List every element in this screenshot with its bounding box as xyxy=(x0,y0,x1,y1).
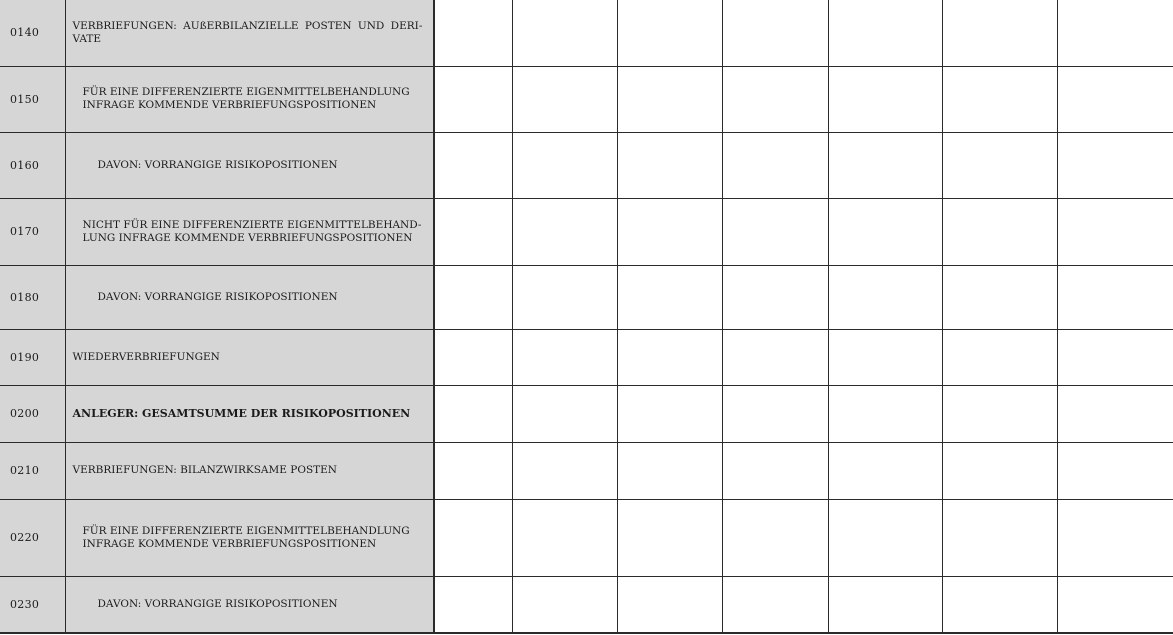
value-cell[interactable] xyxy=(434,329,512,385)
row-label: FÜR EINE DIFFERENZIERTE EIGENMITTELBEHANDLUNG INFRAGE KOMMENDE VERBRIEFUNGSPOSITIONEN xyxy=(65,499,434,576)
value-cell[interactable] xyxy=(722,576,828,633)
value-cell[interactable] xyxy=(942,329,1057,385)
value-cell[interactable] xyxy=(828,442,942,499)
value-cell[interactable] xyxy=(942,265,1057,329)
value-cell[interactable] xyxy=(512,0,617,66)
table-row xyxy=(0,265,1173,329)
value-cell[interactable] xyxy=(942,0,1057,66)
value-cell[interactable] xyxy=(512,66,617,132)
row-label: WIEDERVERBRIEFUNGEN xyxy=(65,329,434,385)
value-cell[interactable] xyxy=(722,265,828,329)
value-cell[interactable] xyxy=(828,329,942,385)
table-row xyxy=(0,198,1173,265)
value-cell[interactable] xyxy=(1057,0,1173,66)
value-cell[interactable] xyxy=(512,499,617,576)
row-label: DAVON: VORRANGIGE RISIKOPOSITIONEN xyxy=(65,265,434,329)
value-cell[interactable] xyxy=(434,576,512,633)
value-cell[interactable] xyxy=(722,499,828,576)
value-cell[interactable] xyxy=(617,576,722,633)
value-cell[interactable] xyxy=(942,132,1057,198)
value-cell[interactable] xyxy=(434,198,512,265)
row-code: 0180 xyxy=(0,265,65,329)
value-cell[interactable] xyxy=(722,132,828,198)
row-label: VERBRIEFUNGEN: AUßERBILANZIELLE POSTEN UND DERI- VATE xyxy=(65,0,434,66)
row-code: 0220 xyxy=(0,499,65,576)
value-cell[interactable] xyxy=(722,66,828,132)
value-cell[interactable] xyxy=(828,576,942,633)
value-cell[interactable] xyxy=(828,132,942,198)
table-row xyxy=(0,576,1173,633)
row-label: DAVON: VORRANGIGE RISIKOPOSITIONEN xyxy=(65,576,434,633)
value-cell[interactable] xyxy=(617,265,722,329)
value-cell[interactable] xyxy=(1057,265,1173,329)
value-cell[interactable] xyxy=(512,329,617,385)
value-cell[interactable] xyxy=(512,198,617,265)
value-cell[interactable] xyxy=(722,385,828,442)
row-code: 0160 xyxy=(0,132,65,198)
value-cell[interactable] xyxy=(434,442,512,499)
value-cell[interactable] xyxy=(434,265,512,329)
value-cell[interactable] xyxy=(942,385,1057,442)
row-code: 0170 xyxy=(0,198,65,265)
value-cell[interactable] xyxy=(942,442,1057,499)
value-cell[interactable] xyxy=(434,385,512,442)
row-label: DAVON: VORRANGIGE RISIKOPOSITIONEN xyxy=(65,132,434,198)
value-cell[interactable] xyxy=(1057,329,1173,385)
value-cell[interactable] xyxy=(512,265,617,329)
row-code: 0230 xyxy=(0,576,65,633)
row-code: 0190 xyxy=(0,329,65,385)
value-cell[interactable] xyxy=(1057,66,1173,132)
row-label: VERBRIEFUNGEN: BILANZWIRKSAME POSTEN xyxy=(65,442,434,499)
table-row xyxy=(0,0,1173,66)
value-cell[interactable] xyxy=(617,66,722,132)
value-cell[interactable] xyxy=(722,329,828,385)
value-cell[interactable] xyxy=(617,385,722,442)
value-cell[interactable] xyxy=(942,499,1057,576)
row-label: ANLEGER: GESAMTSUMME DER RISIKOPOSITIONEN xyxy=(65,385,434,442)
value-cell[interactable] xyxy=(617,442,722,499)
value-cell[interactable] xyxy=(434,132,512,198)
value-cell[interactable] xyxy=(617,499,722,576)
value-cell[interactable] xyxy=(828,0,942,66)
row-code: 0150 xyxy=(0,66,65,132)
value-cell[interactable] xyxy=(942,198,1057,265)
value-cell[interactable] xyxy=(942,66,1057,132)
value-cell[interactable] xyxy=(434,499,512,576)
value-cell[interactable] xyxy=(828,499,942,576)
table-row xyxy=(0,66,1173,132)
value-cell[interactable] xyxy=(1057,132,1173,198)
value-cell[interactable] xyxy=(617,198,722,265)
value-cell[interactable] xyxy=(512,132,617,198)
value-cell[interactable] xyxy=(617,0,722,66)
table-row xyxy=(0,442,1173,499)
value-cell[interactable] xyxy=(828,265,942,329)
value-cell[interactable] xyxy=(1057,385,1173,442)
value-cell[interactable] xyxy=(1057,499,1173,576)
value-cell[interactable] xyxy=(617,329,722,385)
value-cell[interactable] xyxy=(722,198,828,265)
value-cell[interactable] xyxy=(512,385,617,442)
value-cell[interactable] xyxy=(512,576,617,633)
value-cell[interactable] xyxy=(828,66,942,132)
value-cell[interactable] xyxy=(617,132,722,198)
value-cell[interactable] xyxy=(722,0,828,66)
value-cell[interactable] xyxy=(1057,198,1173,265)
table-row xyxy=(0,385,1173,442)
value-cell[interactable] xyxy=(434,66,512,132)
value-cell[interactable] xyxy=(942,576,1057,633)
row-code: 0140 xyxy=(0,0,65,66)
row-code: 0210 xyxy=(0,442,65,499)
value-cell[interactable] xyxy=(828,385,942,442)
value-cell[interactable] xyxy=(512,442,617,499)
table-row xyxy=(0,329,1173,385)
value-cell[interactable] xyxy=(1057,442,1173,499)
value-cell[interactable] xyxy=(1057,576,1173,633)
table-row xyxy=(0,132,1173,198)
value-cell[interactable] xyxy=(722,442,828,499)
value-cell[interactable] xyxy=(828,198,942,265)
value-cell[interactable] xyxy=(434,0,512,66)
row-code: 0200 xyxy=(0,385,65,442)
row-label: NICHT FÜR EINE DIFFERENZIERTE EIGENMITTELBEHAND- LUNG INFRAGE KOMMENDE VERBRIEFUNGSPOSITIONEN xyxy=(65,198,434,265)
table-row xyxy=(0,499,1173,576)
row-label: FÜR EINE DIFFERENZIERTE EIGENMITTELBEHANDLUNG INFRAGE KOMMENDE VERBRIEFUNGSPOSITIONEN xyxy=(65,66,434,132)
